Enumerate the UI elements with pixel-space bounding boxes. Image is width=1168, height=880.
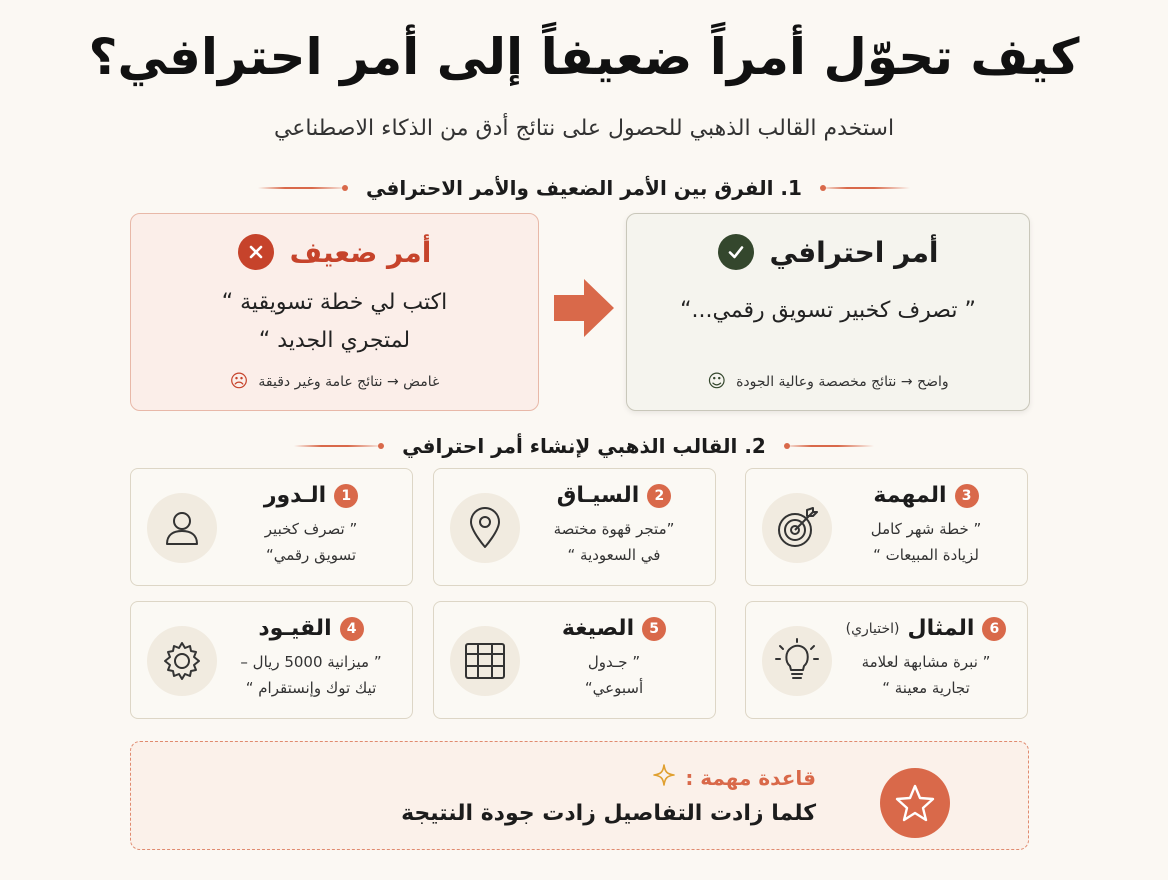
weak-prompt-note (131, 371, 538, 392)
weak-prompt-title: أمر ضعيف (289, 235, 432, 269)
step-number: 5 (642, 617, 666, 641)
pro-prompt-note (627, 371, 1029, 392)
card-desc-line-2: في السعودية “ (567, 546, 661, 564)
card-role (130, 468, 413, 586)
card-context (433, 468, 716, 586)
step-number: 1 (334, 484, 358, 508)
card-task (745, 468, 1028, 586)
check-circle-icon (718, 234, 754, 270)
target-icon (762, 493, 832, 563)
sad-face-icon: ☹ (229, 371, 249, 392)
heading-line-right (820, 187, 910, 189)
location-pin-icon (450, 493, 520, 563)
rule-title-row (401, 764, 816, 791)
weak-quote-line-1: اكتب لي خطة تسويقية “ (221, 290, 448, 315)
heading-line-right (784, 445, 874, 447)
table-icon (450, 626, 520, 696)
weak-prompt-quote (131, 284, 538, 360)
card-title: المهمة (873, 483, 947, 508)
card-desc-line-1: ” ميزانية 5000 ريال – (240, 653, 382, 671)
section-1-heading (0, 174, 1168, 200)
weak-quote-line-2: لمتجري الجديد “ (258, 328, 411, 353)
card-example (745, 601, 1028, 719)
heading-line-left (258, 187, 348, 189)
page-title: كيف تحوّل أمراً ضعيفاً إلى أمر احترافي؟ (88, 28, 1080, 86)
x-circle-icon (238, 234, 274, 270)
card-constraints (130, 601, 413, 719)
weak-note-text: غامض → نتائج عامة وغير دقيقة (258, 373, 440, 390)
card-title: السيـاق (556, 483, 640, 508)
card-description (226, 516, 396, 568)
rule-text: كلما زادت التفاصيل زادت جودة النتيجة (401, 801, 816, 826)
card-desc-line-1: ” جـدول (587, 653, 641, 671)
step-number: 3 (955, 484, 979, 508)
card-desc-line-1: ”متجر قهوة مختصة (553, 520, 675, 538)
page-subtitle: استخدم القالب الذهبي للحصول على نتائج أدق من الذكاء الاصطناعي (273, 116, 895, 141)
section-2-label: 2. القالب الذهبي لإنشاء أمر احترافي (402, 434, 766, 458)
lightbulb-icon (762, 626, 832, 696)
card-desc-line-2: أسبوعي“ (584, 679, 644, 697)
card-desc-line-1: ” نبرة مشابهة لعلامة (861, 653, 991, 671)
rule-title: قاعدة مهمة : (685, 765, 816, 790)
step-number: 2 (647, 484, 671, 508)
star-icon (880, 768, 950, 838)
step-number: 6 (982, 617, 1006, 641)
gear-icon (147, 626, 217, 696)
sparkle-icon (653, 764, 675, 791)
card-desc-line-2: تسويق رقمي“ (265, 546, 357, 564)
smile-face-icon: ☺ (707, 371, 727, 392)
weak-prompt-box (130, 213, 539, 411)
arrow-right-icon (554, 279, 614, 337)
card-desc-line-2: لزيادة المبيعات “ (873, 546, 979, 564)
card-description (529, 649, 699, 701)
card-title: الصيغة (561, 616, 635, 641)
card-description (529, 516, 699, 568)
section-1-label: 1. الفرق بين الأمر الضعيف والأمر الاحترافي (366, 176, 802, 200)
heading-line-left (294, 445, 384, 447)
card-title: القيـود (258, 616, 332, 641)
user-icon (147, 493, 217, 563)
card-desc-line-1: ” خطة شهر كامل (870, 520, 982, 538)
card-title: المثال (907, 616, 975, 641)
optional-tag: (اختياري) (845, 620, 900, 637)
card-description (841, 649, 1011, 701)
step-number: 4 (340, 617, 364, 641)
card-format (433, 601, 716, 719)
card-title: الـدور (263, 483, 327, 508)
card-description (841, 516, 1011, 568)
pro-prompt-quote: ” تصرف كخبير تسويق رقمي...“ (680, 298, 976, 323)
card-desc-line-2: تجارية معينة “ (882, 679, 970, 697)
rule-box (130, 741, 1029, 850)
pro-prompt-title: أمر احترافي (769, 235, 939, 269)
section-2-heading (0, 432, 1168, 458)
card-desc-line-1: ” تصرف كخبير (264, 520, 358, 538)
card-description (226, 649, 396, 701)
pro-note-text: واضح → نتائج مخصصة وعالية الجودة (736, 373, 949, 390)
card-desc-line-2: تيك توك وإنستقرام “ (245, 679, 377, 697)
pro-prompt-box (626, 213, 1030, 411)
